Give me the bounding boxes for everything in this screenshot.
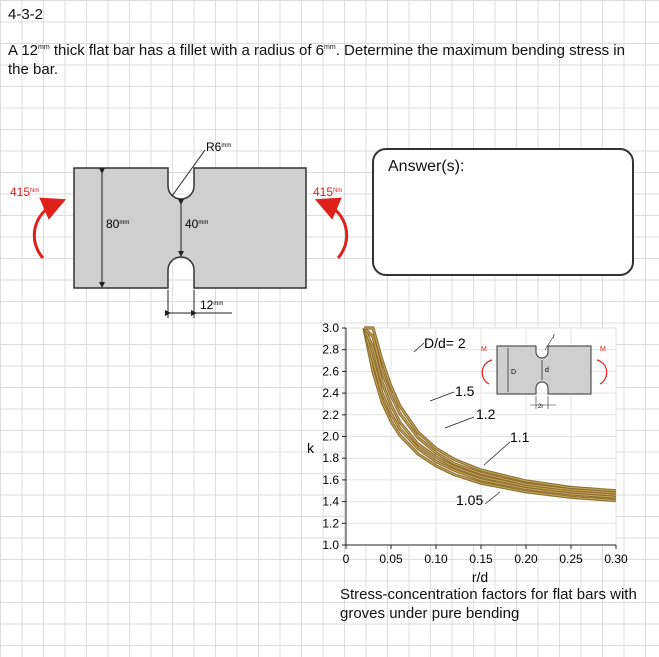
inset-M-right: M <box>600 346 606 353</box>
answer-label: Answer(s): <box>388 158 465 175</box>
radius-value: $R6^{mm}$ <box>206 140 232 154</box>
y-tick-label: 2.8 <box>322 342 339 357</box>
moment-left-arrow <box>34 204 55 258</box>
moment-right-arrow <box>326 204 347 258</box>
unit-mm-superscript-2: mm <box>324 44 336 51</box>
x-tick-label: 0.20 <box>514 552 538 566</box>
problem-text-b: thick flat bar has a fillet with a radius of 6 <box>49 42 325 59</box>
x-tick-label: 0 <box>342 552 350 566</box>
x-tick-label: 0.05 <box>379 552 403 566</box>
curve-label-1.1: 1.1 <box>510 429 530 445</box>
problem-text-a: A 12 <box>8 42 39 59</box>
inset-2r: 2r <box>538 404 544 410</box>
y-axis-label: k <box>307 440 314 456</box>
moment-left-value: $415^{Nm}$ <box>10 185 40 199</box>
moment-left <box>10 185 55 258</box>
x-tick-label: 0.30 <box>604 552 628 566</box>
curve-label-2: D/d= 2 <box>424 335 466 351</box>
y-tick-label: 1.6 <box>322 472 339 487</box>
x-axis-label: r/d <box>471 569 489 585</box>
problem-id: 4-3-2 <box>8 6 44 23</box>
unit-mm-superscript: mm <box>38 44 50 51</box>
moment-right-value: $415^{Nm}$ <box>313 185 343 199</box>
moment-right <box>313 185 347 258</box>
y-tick-label: 2.4 <box>322 386 339 401</box>
inset-M-left: M <box>481 346 487 353</box>
curve-label-1.5: 1.5 <box>455 383 475 399</box>
chart-caption: Stress-concentration factors for flat bars with groves under pure bending <box>340 586 637 622</box>
y-tick-label: 1.4 <box>322 494 339 509</box>
inset-r: r <box>553 334 555 340</box>
y-tick-label: 1.2 <box>322 516 339 531</box>
problem-text-c: . Determine the maximum bending stress in the bar. <box>8 42 625 78</box>
curve-label-1.05: 1.05 <box>456 492 484 508</box>
y-tick-label: 1.0 <box>322 538 339 552</box>
y-tick-label: 2.0 <box>322 429 339 444</box>
y-tick-label: 2.6 <box>322 364 339 379</box>
y-tick-label: 1.8 <box>322 451 339 466</box>
y-tick-label: 3.0 <box>322 321 339 335</box>
width-value: $12^{mm}$ <box>200 298 224 312</box>
x-tick-label: 0.15 <box>469 552 493 566</box>
x-tick-label: 0.25 <box>559 552 583 566</box>
x-tick-label: 0.10 <box>424 552 448 566</box>
dim-D-value: $80^{mm}$ <box>106 217 130 231</box>
notched-bar <box>74 140 306 318</box>
curve-label-1.2: 1.2 <box>476 406 496 422</box>
dim-d-value: $40^{mm}$ <box>185 217 209 231</box>
inset-D: D <box>511 369 517 376</box>
y-tick-label: 2.2 <box>322 407 339 422</box>
inset-d: d <box>545 367 549 374</box>
